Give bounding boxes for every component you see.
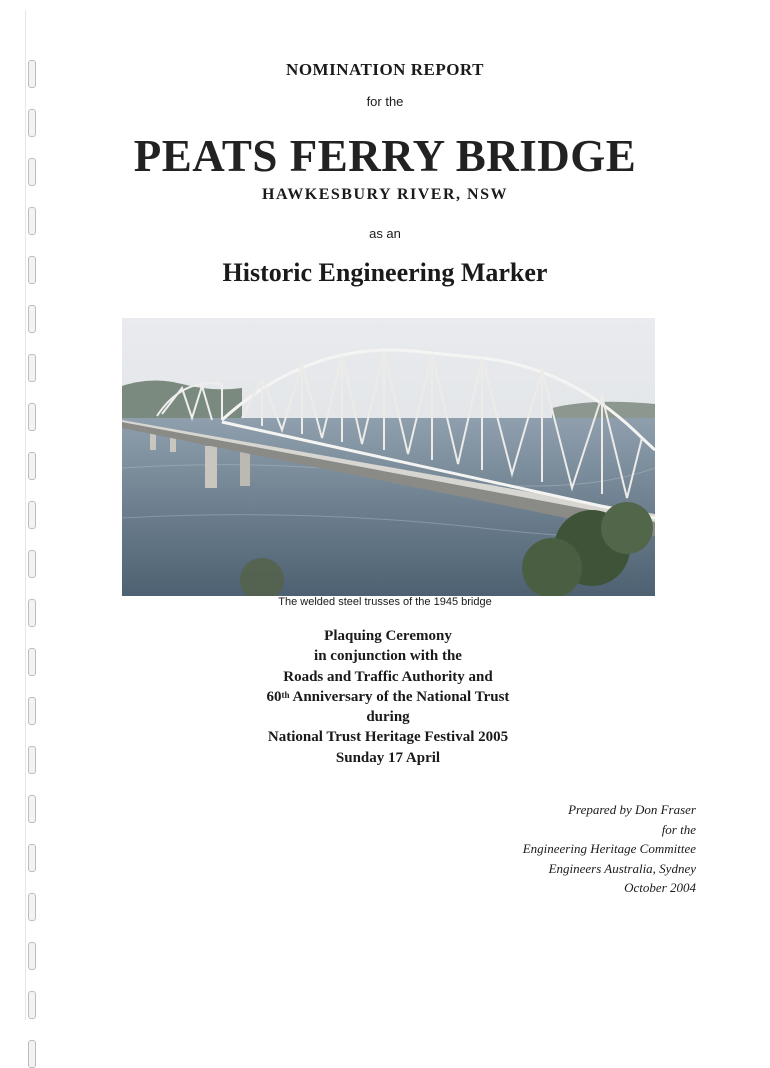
ceremony-line: National Trust Heritage Festival 2005: [267, 729, 509, 746]
prepared-line: October 2004: [624, 880, 696, 895]
ceremony-line: Roads and Traffic Authority and: [283, 668, 493, 685]
report-heading: NOMINATION REPORT: [286, 60, 484, 79]
as-an-text: as an: [369, 226, 401, 241]
binding-hole: [28, 991, 36, 1019]
ceremony-line: Plaquing Ceremony: [324, 628, 452, 644]
prepared-by-block: [523, 800, 696, 898]
binding-hole: [28, 844, 36, 872]
ceremony-line: Sunday 17 April: [335, 749, 441, 766]
ceremony-line: during: [366, 709, 410, 726]
ceremony-line: in conjunction with the: [314, 648, 462, 665]
binding-hole: [28, 452, 36, 480]
prepared-line: Prepared by Don Fraser: [568, 802, 696, 817]
binding-hole: [28, 942, 36, 970]
bridge-photo: [122, 318, 655, 596]
prepared-line: Engineers Australia, Sydney: [548, 860, 696, 876]
bridge-title: PEATS FERRY BRIDGE: [133, 131, 637, 181]
ceremony-line: 60th Anniversary of the National Trust: [266, 688, 510, 705]
location-subtitle: HAWKESBURY RIVER, NSW: [262, 186, 508, 203]
for-the-text: for the: [366, 94, 404, 109]
binding-hole: [28, 354, 36, 382]
binding-hole: [28, 501, 36, 529]
binding-hole: [28, 305, 36, 333]
binding-hole: [28, 550, 36, 578]
prepared-line: Engineering Heritage Committee: [522, 841, 696, 856]
binding-hole: [28, 893, 36, 921]
binding-hole: [28, 403, 36, 431]
binding-hole: [28, 795, 36, 823]
binding-hole: [28, 1040, 36, 1068]
marker-title: Historic Engineering Marker: [222, 258, 548, 287]
ceremony-block: [0, 626, 770, 768]
photo-caption: The welded steel trusses of the 1945 bridge: [278, 596, 492, 608]
prepared-line: for the: [661, 821, 696, 837]
